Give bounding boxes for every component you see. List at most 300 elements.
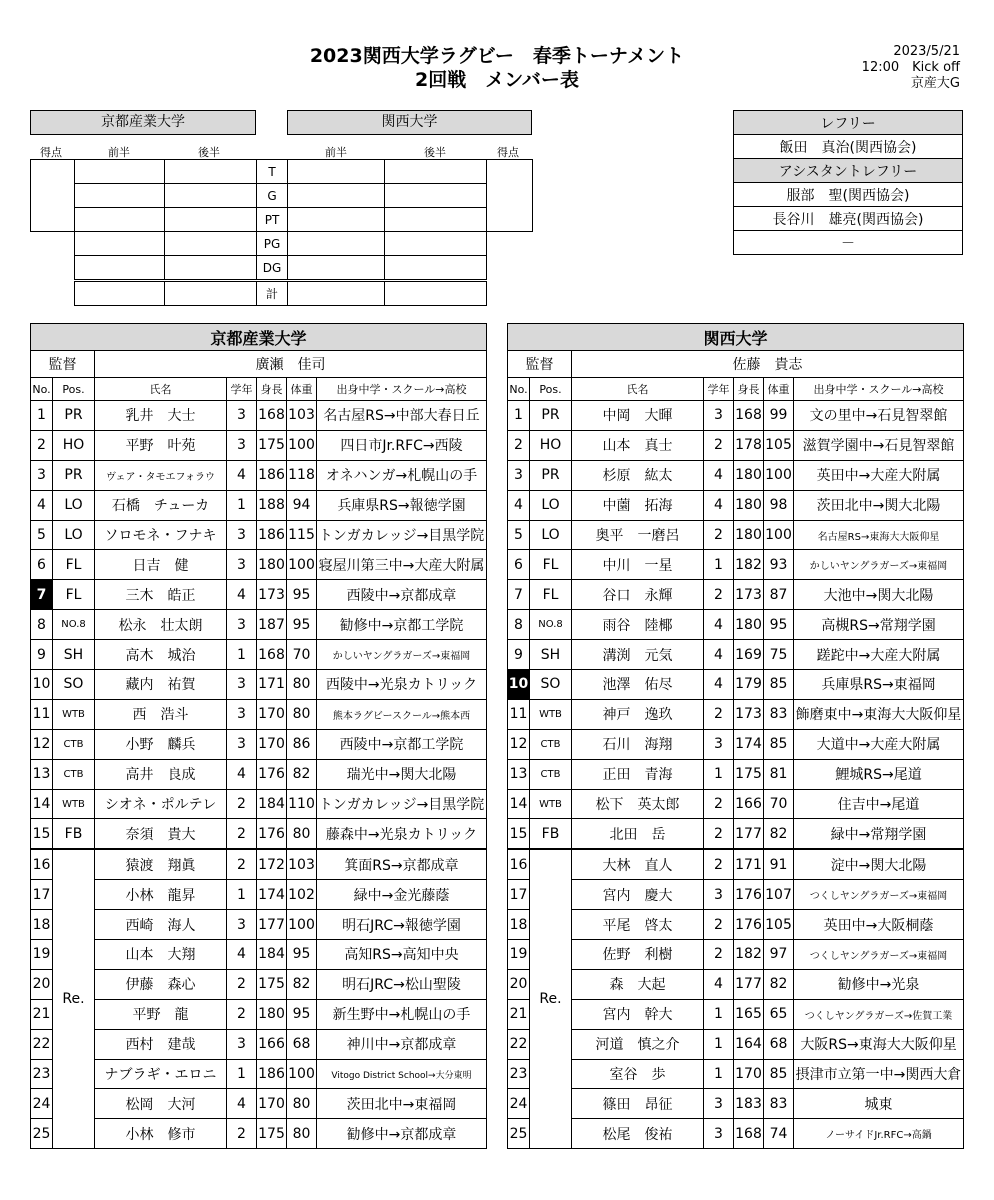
player-height: 170 [257,699,287,729]
player-number: 7 [31,580,53,610]
player-row [508,610,964,640]
coach-name: 佐藤 貴志 [572,351,964,378]
player-origin: 名古屋RS→東海大大阪仰星 [794,520,964,550]
player-origin: 勧修中→京都工学院 [317,610,487,640]
player-weight: 100 [287,910,317,940]
player-grade: 2 [227,819,257,849]
player-name: 正田 青海 [572,759,704,789]
player-grade: 2 [704,849,734,879]
player-grade: 2 [227,1119,257,1149]
player-name: 雨谷 陸椰 [572,610,704,640]
player-name: 宮内 幹大 [572,999,704,1029]
score-total-left [31,160,75,232]
player-grade: 1 [227,880,257,910]
score-label: T [257,160,288,184]
player-weight: 95 [287,940,317,970]
player-weight: 98 [764,490,794,520]
player-height: 176 [734,880,764,910]
player-name: ナブラギ・エロニ [95,1059,227,1089]
player-row [31,670,487,700]
column-header-name: 氏名 [95,378,227,401]
player-row [508,1089,964,1119]
player-number: 22 [31,1029,53,1059]
player-height: 170 [257,729,287,759]
player-height: 173 [734,580,764,610]
player-origin: 鯉城RS→尾道 [794,759,964,789]
player-origin: 名古屋RS→中部大春日丘 [317,401,487,431]
player-weight: 91 [764,849,794,879]
player-name: 石川 海翔 [572,729,704,759]
player-name: ソロモネ・フナキ [95,520,227,550]
player-weight: 99 [764,401,794,431]
player-name: 中岡 大暉 [572,401,704,431]
player-position: CTB [53,759,95,789]
player-origin: 英田中→大産大附属 [794,460,964,490]
score-row [31,208,533,232]
player-name: 小林 修市 [95,1119,227,1149]
player-height: 186 [257,460,287,490]
player-weight: 80 [287,1089,317,1119]
player-name: 高木 城治 [95,640,227,670]
player-number: 17 [508,880,530,910]
player-row [508,819,964,849]
player-height: 183 [734,1089,764,1119]
player-position: LO [53,490,95,520]
player-name: 平尾 啓太 [572,910,704,940]
player-weight: 95 [287,999,317,1029]
player-height: 184 [257,940,287,970]
player-name: 中薗 拓海 [572,490,704,520]
player-number: 13 [31,759,53,789]
player-height: 180 [734,610,764,640]
player-grade: 4 [704,490,734,520]
player-grade: 4 [227,1089,257,1119]
player-position: LO [53,520,95,550]
column-header-pos: Pos. [530,378,572,401]
player-position: PR [53,401,95,431]
player-weight: 93 [764,550,794,580]
reserve-label: Re. [530,849,572,1148]
player-origin: 熊本ラグビースクール→熊本西 [317,699,487,729]
player-height: 176 [257,759,287,789]
score-label: PG [257,232,288,256]
label-second-half-right: 後半 [424,146,446,159]
player-origin: 兵庫県RS→東福岡 [794,670,964,700]
player-weight: 70 [287,640,317,670]
player-name: 西 浩斗 [95,699,227,729]
player-row [31,1119,487,1149]
player-weight: 95 [287,610,317,640]
player-height: 175 [257,1119,287,1149]
player-number: 24 [508,1089,530,1119]
column-header-no: No. [31,378,53,401]
player-height: 180 [257,550,287,580]
player-weight: 110 [287,789,317,819]
player-grade: 4 [227,580,257,610]
title-line1: 2023関西大学ラグビー 春季トーナメント [309,45,685,67]
player-number: 18 [508,910,530,940]
player-height: 174 [257,880,287,910]
player-grade: 3 [704,401,734,431]
player-origin: 住吉中→尾道 [794,789,964,819]
player-number: 14 [508,789,530,819]
player-origin: Vitogo District School→大分東明 [317,1059,487,1089]
player-name: 松岡 大河 [95,1089,227,1119]
player-name: 松尾 俊祐 [572,1119,704,1149]
player-position: LO [530,490,572,520]
player-row [508,910,964,940]
player-grade: 4 [227,940,257,970]
player-weight: 100 [287,550,317,580]
player-name: 河道 慎之介 [572,1029,704,1059]
player-weight: 83 [764,699,794,729]
player-origin: 瑞光中→関大北陽 [317,759,487,789]
player-name: 森 大起 [572,969,704,999]
player-height: 177 [257,910,287,940]
player-position: CTB [530,729,572,759]
player-height: 188 [257,490,287,520]
player-origin: トンガカレッジ→目黒学院 [317,520,487,550]
player-height: 171 [734,849,764,879]
player-number: 6 [31,550,53,580]
player-position: NO.8 [530,610,572,640]
player-name: 小野 麟兵 [95,729,227,759]
player-row [508,1029,964,1059]
player-number: 15 [31,819,53,849]
player-row [31,910,487,940]
player-number: 3 [31,460,53,490]
player-height: 170 [257,1089,287,1119]
player-weight: 115 [287,520,317,550]
player-height: 178 [734,430,764,460]
player-grade: 2 [704,819,734,849]
player-weight: 80 [287,819,317,849]
player-position: PR [530,401,572,431]
player-weight: 95 [287,580,317,610]
player-weight: 85 [764,1059,794,1089]
player-height: 180 [734,490,764,520]
player-origin: 西陵中→光泉カトリック [317,670,487,700]
player-grade: 1 [704,999,734,1029]
player-grade: 1 [227,640,257,670]
assistant-referee-3: － [734,231,963,255]
player-number: 10 [508,670,530,700]
player-name: 松下 英太郎 [572,789,704,819]
player-number: 25 [31,1119,53,1149]
player-grade: 2 [704,789,734,819]
player-grade: 3 [704,880,734,910]
player-position: FL [530,580,572,610]
player-grade: 3 [227,910,257,940]
player-row [31,729,487,759]
player-name: 神戸 逸玖 [572,699,704,729]
player-weight: 105 [764,910,794,940]
player-position: FB [53,819,95,849]
player-name: 北田 岳 [572,819,704,849]
player-weight: 85 [764,670,794,700]
player-position: HO [530,430,572,460]
label-score-left: 得点 [40,146,62,159]
player-row [508,670,964,700]
player-number: 21 [31,999,53,1029]
player-row [31,401,487,431]
player-position: PR [530,460,572,490]
player-grade: 2 [704,910,734,940]
player-row [31,789,487,819]
player-height: 164 [734,1029,764,1059]
player-origin: 摂津市立第一中→関西大倉 [794,1059,964,1089]
player-weight: 80 [287,670,317,700]
player-number: 1 [31,401,53,431]
player-grade: 1 [704,550,734,580]
player-origin: 緑中→常翔学園 [794,819,964,849]
player-number: 23 [31,1059,53,1089]
player-number: 6 [508,550,530,580]
player-origin: 飾磨東中→東海大大阪仰星 [794,699,964,729]
player-grade: 1 [227,1059,257,1089]
player-grade: 4 [704,460,734,490]
player-number: 21 [508,999,530,1029]
player-origin: 西陵中→京都成章 [317,580,487,610]
player-height: 177 [734,819,764,849]
player-grade: 3 [227,670,257,700]
kickoff-time: 12:00 Kick off [861,60,960,75]
player-grade: 4 [704,670,734,700]
player-position: SO [530,670,572,700]
score-total-right [487,160,533,232]
coach-label: 監督 [508,351,572,378]
player-number: 16 [31,849,53,879]
player-name: 溝渕 元気 [572,640,704,670]
player-number: 24 [31,1089,53,1119]
player-height: 168 [734,1119,764,1149]
player-number: 8 [31,610,53,640]
player-grade: 1 [704,1029,734,1059]
player-name: 松永 壮太朗 [95,610,227,640]
player-origin: かしいヤングラガーズ→東福岡 [794,550,964,580]
player-height: 173 [257,580,287,610]
player-name: 猿渡 翔眞 [95,849,227,879]
player-weight: 87 [764,580,794,610]
player-number: 3 [508,460,530,490]
player-name: 平野 叶苑 [95,430,227,460]
column-header-name: 氏名 [572,378,704,401]
player-position: WTB [530,789,572,819]
assistant-referee-1: 服部 聖(関西協会) [734,183,963,207]
player-origin: オネハンガ→札幌山の手 [317,460,487,490]
player-position: FL [53,550,95,580]
assistant-referee-label: アシスタントレフリー [734,159,963,183]
player-row [31,1089,487,1119]
team-name: 京都産業大学 [31,324,487,351]
team-name: 関西大学 [508,324,964,351]
player-row [31,580,487,610]
player-origin: 淀中→関大北陽 [794,849,964,879]
column-header-pos: Pos. [53,378,95,401]
player-weight: 82 [287,969,317,999]
coach-name: 廣瀬 佳司 [95,351,487,378]
player-height: 184 [257,789,287,819]
player-origin: つくしヤングラガーズ→東福岡 [794,880,964,910]
player-weight: 100 [764,520,794,550]
player-origin: 茨田北中→東福岡 [317,1089,487,1119]
player-grade: 4 [704,640,734,670]
player-origin: 西陵中→京都工学院 [317,729,487,759]
match-date: 2023/5/21 [893,44,960,59]
player-weight: 100 [764,460,794,490]
player-weight: 102 [287,880,317,910]
member-table-left [30,323,487,1149]
player-origin: 蹉跎中→大産大附属 [794,640,964,670]
column-header-no: No. [508,378,530,401]
player-number: 23 [508,1059,530,1089]
player-name: シオネ・ポルテレ [95,789,227,819]
player-weight: 83 [764,1089,794,1119]
player-row [508,640,964,670]
score-label: PT [257,208,288,232]
player-row [31,969,487,999]
player-height: 186 [257,520,287,550]
player-origin: 高槻RS→常翔学園 [794,610,964,640]
player-row [31,880,487,910]
player-weight: 97 [764,940,794,970]
player-name: ヴェア・タモエフォラウ [95,460,227,490]
player-origin: かしいヤングラガーズ→東福岡 [317,640,487,670]
player-grade: 2 [704,580,734,610]
player-row [508,490,964,520]
score-label: 計 [257,281,288,306]
score-label: G [257,184,288,208]
player-origin: 大阪RS→東海大大阪仰星 [794,1029,964,1059]
player-position: LO [530,520,572,550]
player-row [31,550,487,580]
player-grade: 3 [227,610,257,640]
player-weight: 80 [287,699,317,729]
player-weight: 118 [287,460,317,490]
player-weight: 105 [764,430,794,460]
player-weight: 75 [764,640,794,670]
player-height: 172 [257,849,287,879]
player-name: 山本 真士 [572,430,704,460]
assistant-referee-2: 長谷川 雄亮(関西協会) [734,207,963,231]
player-name: 三木 皓正 [95,580,227,610]
player-row [508,550,964,580]
player-position: NO.8 [53,610,95,640]
player-name: 日吉 健 [95,550,227,580]
player-row [508,969,964,999]
player-origin: 四日市Jr.RFC→西陵 [317,430,487,460]
referee-name: 飯田 真治(関西協会) [734,135,963,159]
player-row [508,849,964,879]
score-row [31,160,533,184]
label-first-half-right: 前半 [325,146,347,159]
title-line2: 2回戦 メンバー表 [415,69,579,91]
player-height: 169 [734,640,764,670]
player-row [508,460,964,490]
player-row [31,610,487,640]
player-row [508,401,964,431]
label-score-right: 得点 [497,146,519,159]
player-origin: 緑中→金光藤蔭 [317,880,487,910]
player-position: SH [530,640,572,670]
player-row [508,1059,964,1089]
player-origin: トンガカレッジ→目黒学院 [317,789,487,819]
player-row [31,849,487,879]
column-header-height: 身長 [734,378,764,401]
player-number: 16 [508,849,530,879]
player-height: 180 [257,999,287,1029]
player-row [31,999,487,1029]
player-number: 1 [508,401,530,431]
player-weight: 85 [764,729,794,759]
player-row [508,729,964,759]
player-name: 篠田 昂征 [572,1089,704,1119]
player-name: 奈須 貴大 [95,819,227,849]
player-name: 西崎 海人 [95,910,227,940]
player-row [31,940,487,970]
player-weight: 80 [287,1119,317,1149]
player-origin: 新生野中→札幌山の手 [317,999,487,1029]
player-grade: 3 [227,699,257,729]
player-height: 166 [257,1029,287,1059]
player-number: 22 [508,1029,530,1059]
player-name: 石橋 チューカ [95,490,227,520]
player-number: 2 [31,430,53,460]
player-row [508,880,964,910]
player-grade: 2 [227,999,257,1029]
member-table-right [507,323,964,1149]
player-grade: 2 [227,849,257,879]
player-grade: 3 [704,1089,734,1119]
player-row [508,759,964,789]
player-weight: 82 [764,819,794,849]
referee-label: レフリー [734,111,963,135]
player-weight: 74 [764,1119,794,1149]
player-origin: つくしヤングラガーズ→佐賀工業 [794,999,964,1029]
player-position: HO [53,430,95,460]
column-header-grade: 学年 [704,378,734,401]
player-number: 4 [31,490,53,520]
player-name: 高井 良成 [95,759,227,789]
player-number: 19 [508,940,530,970]
player-weight: 94 [287,490,317,520]
player-grade: 2 [704,520,734,550]
player-weight: 81 [764,759,794,789]
player-name: 佐野 利樹 [572,940,704,970]
player-grade: 1 [704,759,734,789]
player-height: 177 [734,969,764,999]
score-team-right: 関西大学 [287,110,532,135]
label-second-half-left: 後半 [198,146,220,159]
player-weight: 68 [764,1029,794,1059]
player-height: 173 [734,699,764,729]
player-origin: 明石JRC→松山聖陵 [317,969,487,999]
player-number: 18 [31,910,53,940]
score-team-left: 京都産業大学 [30,110,256,135]
player-origin: 箕面RS→京都成章 [317,849,487,879]
player-height: 168 [257,640,287,670]
score-row [31,232,533,256]
player-row [508,580,964,610]
player-grade: 4 [227,759,257,789]
player-name: 大林 直人 [572,849,704,879]
player-weight: 65 [764,999,794,1029]
player-height: 175 [257,430,287,460]
player-grade: 1 [227,490,257,520]
player-origin: 寝屋川第三中→大産大附属 [317,550,487,580]
column-header-origin: 出身中学・スクール→高校 [317,378,487,401]
player-height: 171 [257,670,287,700]
